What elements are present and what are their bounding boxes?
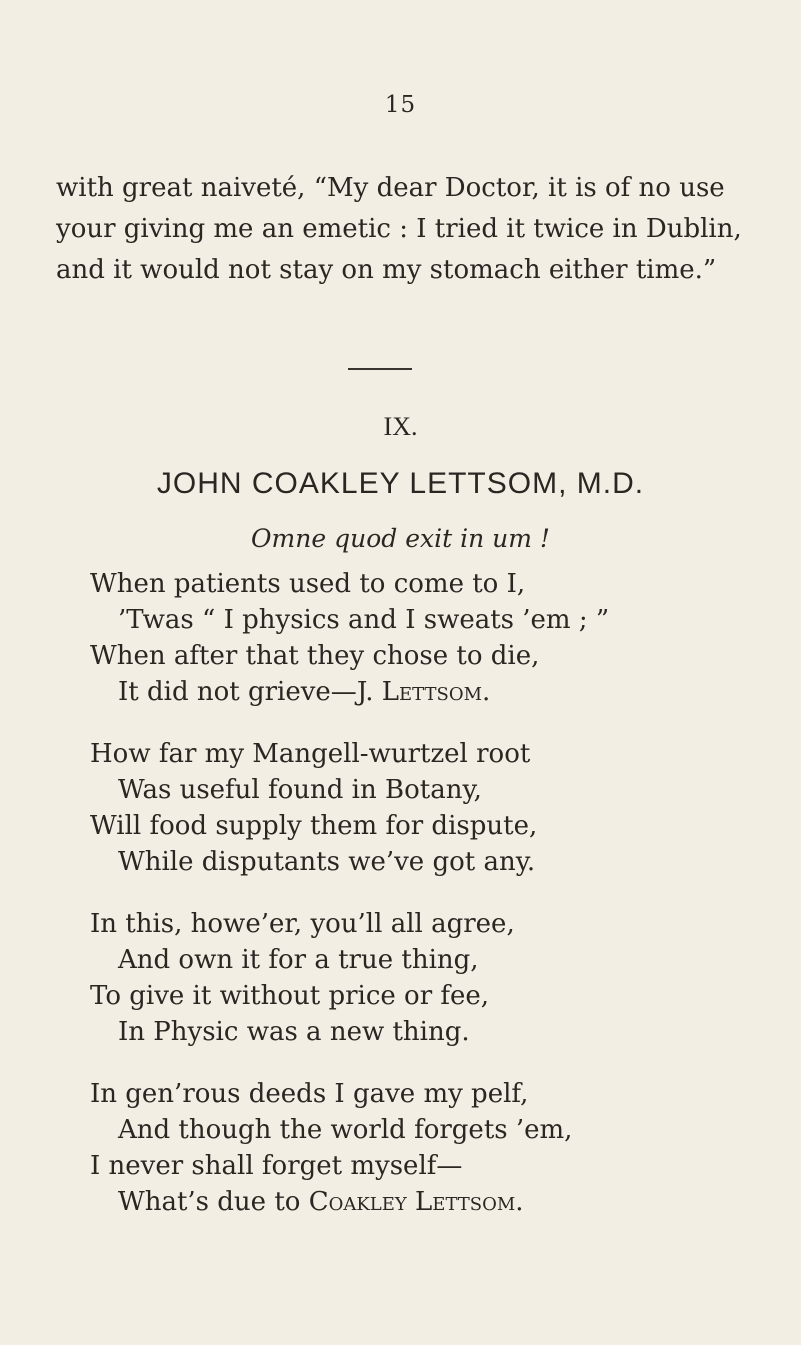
- section-divider-rule: [348, 368, 412, 370]
- poem-line: To give it without price or fee,: [90, 981, 490, 1011]
- poem-line: Will food supply them for dispute,: [90, 811, 538, 841]
- poem-line: [90, 674, 770, 710]
- poem-line: And own it for a true thing,: [118, 945, 479, 975]
- poem: [90, 566, 770, 1246]
- section-heading: JOHN COAKLEY LETTSOM, M.D.: [156, 467, 645, 500]
- poem-line: When after that they chose to die,: [90, 641, 540, 671]
- page-number: 15: [384, 92, 417, 118]
- stanza: [90, 906, 770, 1050]
- poem-line: ’Twas “ I physics and I sweats ’em ; ”: [118, 605, 610, 635]
- poem-line: While disputants we’ve got any.: [118, 847, 536, 877]
- section-numeral: IX.: [383, 412, 418, 441]
- poem-line: And though the world forgets ’em,: [118, 1115, 573, 1145]
- poem-line-text: It did not grieve—: [118, 677, 357, 707]
- stanza: [90, 566, 770, 710]
- poem-line-text: What’s due to: [118, 1187, 309, 1217]
- signature: Coakley Lettsom.: [308, 1187, 524, 1217]
- poem-line: I never shall forget myself—: [90, 1151, 463, 1181]
- poem-line: In Physic was a new thing.: [118, 1017, 470, 1047]
- motto: Omne quod exit in um !: [251, 524, 550, 553]
- poem-line: Was useful found in Botany,: [118, 775, 482, 805]
- stanza: [90, 736, 770, 880]
- poem-line: When patients used to come to I,: [90, 569, 526, 599]
- poem-line: In this, howe’er, you’ll all agree,: [90, 909, 515, 939]
- prose-paragraph: with great naiveté, “My dear Doctor, it is of no use your giving me an emetic : I tried it twice in Dublin, and it would not stay on my stomach either time.”: [56, 173, 742, 285]
- signature: J. Lettsom.: [356, 677, 491, 707]
- poem-line: [90, 1184, 770, 1220]
- poem-line: How far my Mangell-wurtzel root: [90, 739, 531, 769]
- prose-block: [56, 168, 756, 291]
- stanza: [90, 1076, 770, 1220]
- poem-line: In gen’rous deeds I gave my pelf,: [90, 1079, 529, 1109]
